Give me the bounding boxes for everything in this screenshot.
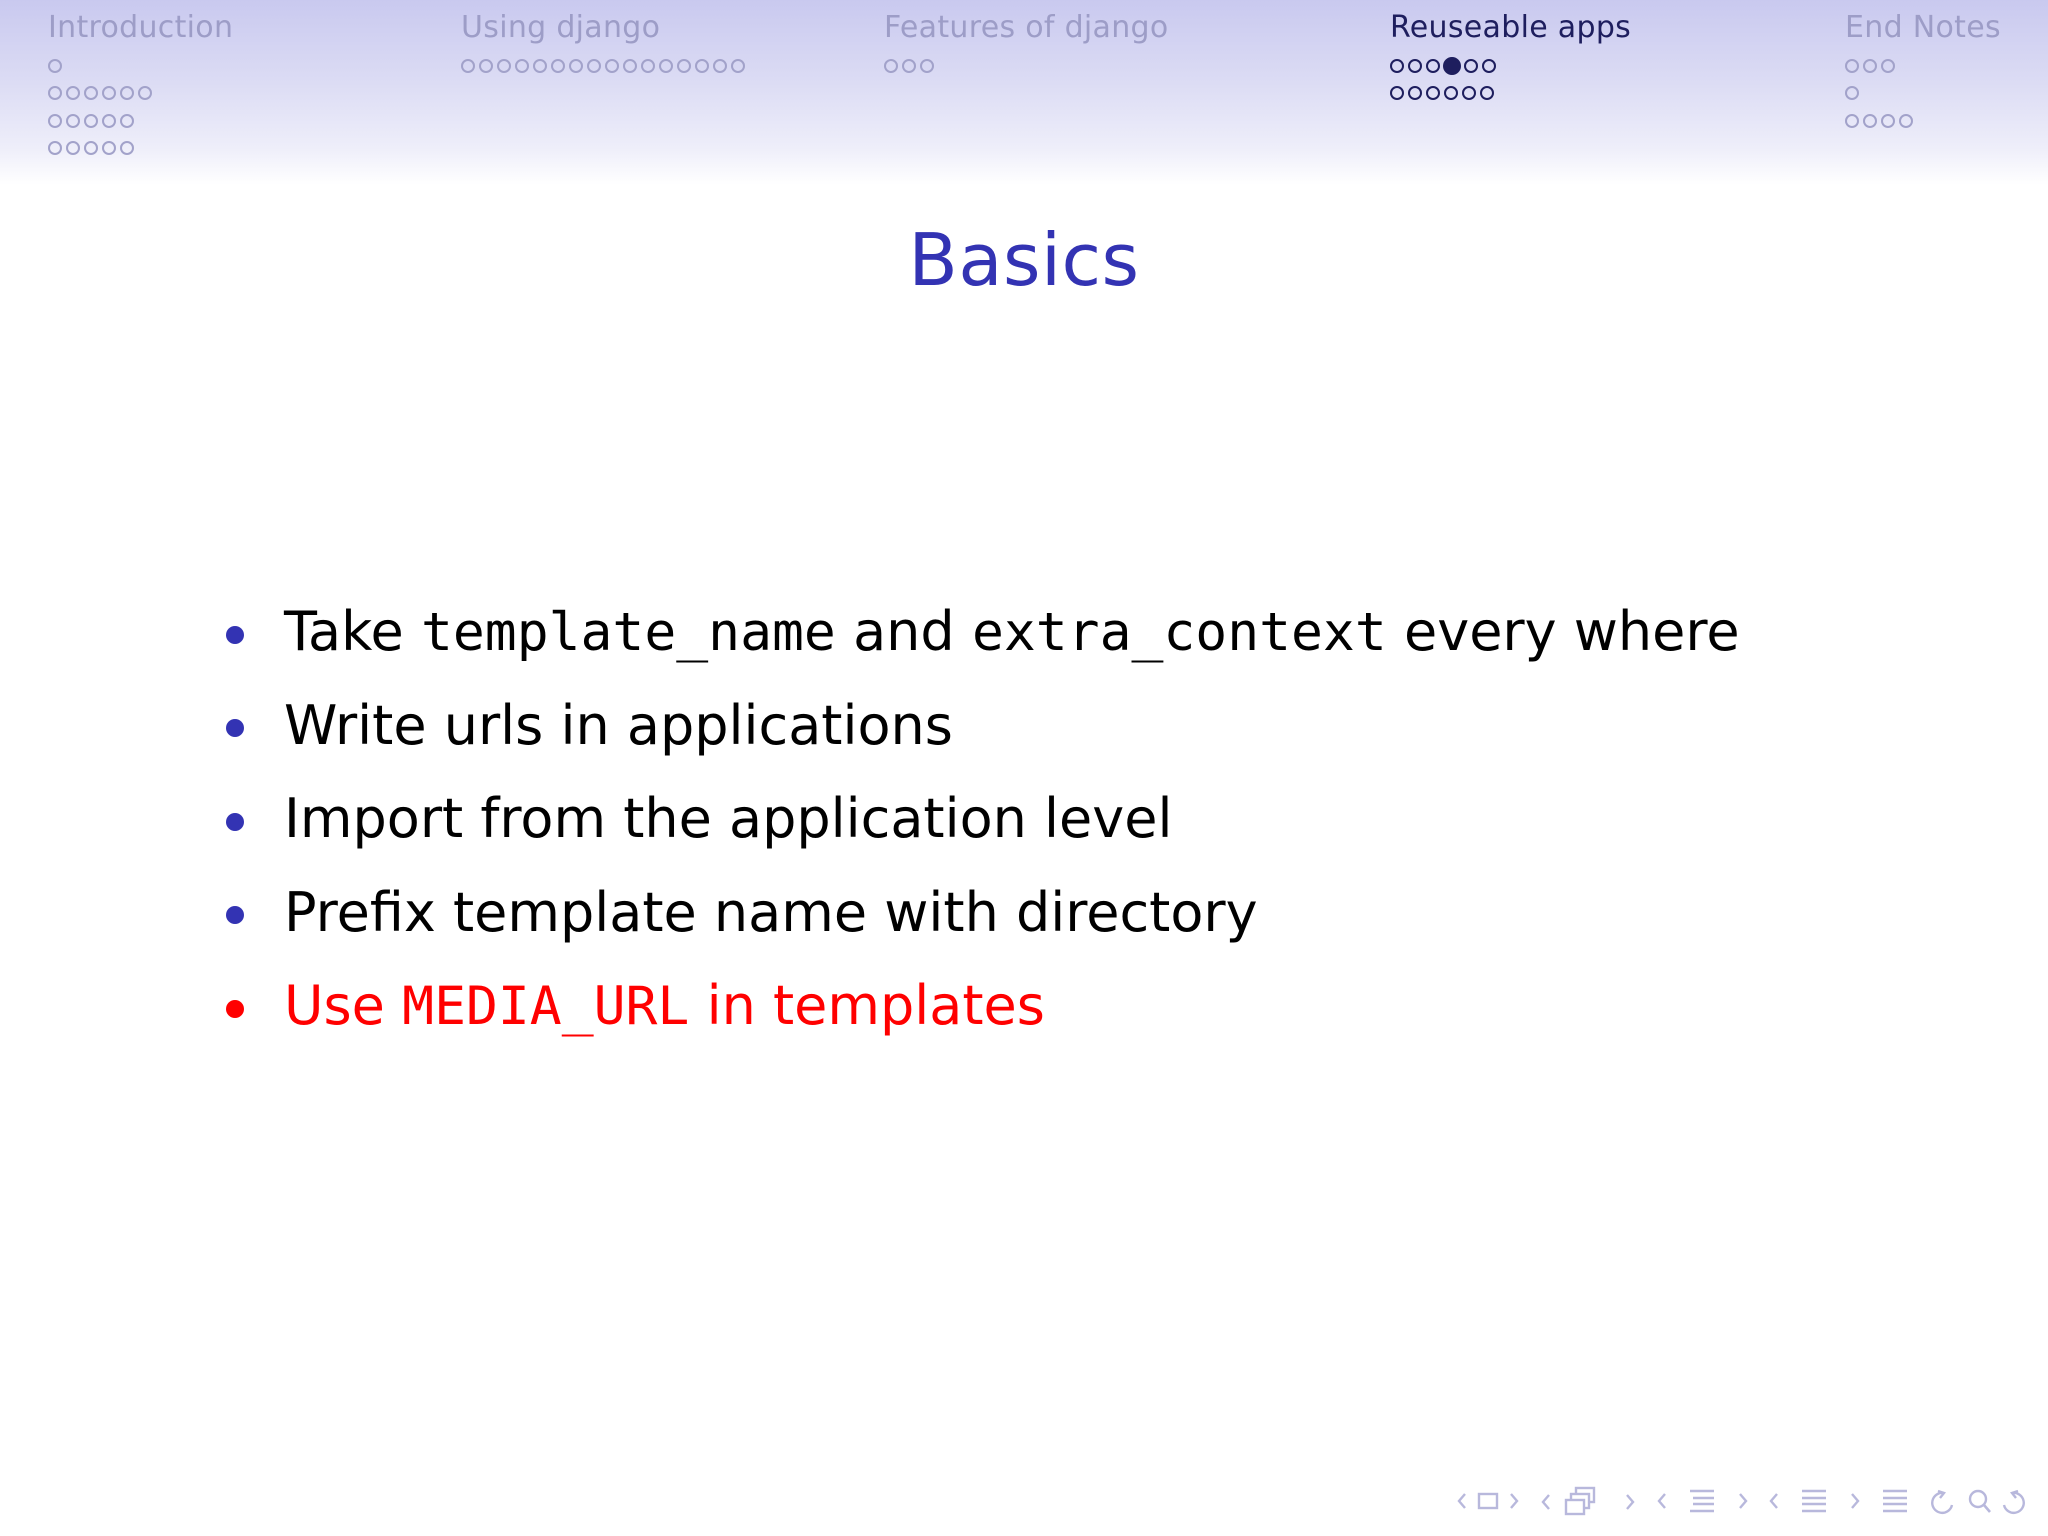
frame-dot[interactable]: [84, 141, 98, 155]
frame-dot[interactable]: [48, 86, 62, 100]
section-nav-icon-glyph: [1768, 1486, 1862, 1516]
bullet-marker: [226, 626, 244, 644]
navigation-symbols: [1456, 1484, 2028, 1518]
frame-dot[interactable]: [1426, 86, 1440, 100]
nav-frame-row: [48, 107, 233, 135]
bullet-marker: [226, 813, 244, 831]
frame-dot[interactable]: [66, 86, 80, 100]
bullet-marker: [226, 1000, 244, 1018]
frame-title: Basics: [908, 218, 1140, 302]
frame-dot[interactable]: [569, 59, 583, 73]
frame-dot[interactable]: [1464, 59, 1478, 73]
nav-section-title[interactable]: End Notes: [1845, 10, 2001, 45]
frame-dot[interactable]: [1845, 59, 1859, 73]
nav-frame-row: [48, 135, 233, 163]
bullet-item: [222, 772, 1740, 866]
frame-dot[interactable]: [641, 59, 655, 73]
nav-section-features-of-django[interactable]: [884, 8, 1169, 80]
nav-frame-dots: [1390, 52, 1631, 107]
nav-frame-row: [1390, 52, 1631, 80]
bullet-text-segment: Write urls in applications: [284, 693, 953, 757]
frame-nav-icon-glyph: [1540, 1484, 1638, 1518]
bullet-text: [284, 881, 1258, 944]
bullet-item: [222, 585, 1740, 679]
nav-frame-row: [884, 52, 1169, 80]
frame-dot[interactable]: [884, 59, 898, 73]
nav-frame-dots: [461, 52, 749, 80]
nav-frame-row: [48, 52, 233, 80]
nav-section-title[interactable]: Features of django: [884, 10, 1169, 45]
bullet-text-segment: Take: [284, 600, 404, 664]
nav-frame-dots: [1845, 52, 2001, 135]
frame-dot[interactable]: [1408, 86, 1422, 100]
nav-section-introduction[interactable]: [48, 8, 233, 162]
bullet-text-segment: and: [853, 600, 955, 664]
subsection-nav-icon-glyph: [1656, 1486, 1750, 1516]
bullet-text: [284, 787, 1172, 850]
frame-dot[interactable]: [1480, 86, 1494, 100]
code-text: MEDIA_URL: [402, 976, 690, 1038]
slide-nav-icon[interactable]: [1456, 1488, 1522, 1514]
bullet-text: [284, 694, 953, 757]
nav-frame-row: [1845, 80, 2001, 108]
frame-dot[interactable]: [1426, 59, 1440, 73]
frame-dot[interactable]: [120, 141, 134, 155]
bullet-text-segment: Import from the application level: [284, 787, 1173, 851]
frame-dot[interactable]: [1863, 114, 1877, 128]
frame-dot[interactable]: [1899, 114, 1913, 128]
nav-frame-row: [1845, 52, 2001, 80]
nav-frame-dots: [884, 52, 1169, 80]
bullet-text-segment: every where: [1404, 600, 1740, 664]
nav-section-title[interactable]: Using django: [461, 10, 661, 45]
frame-dot[interactable]: [1863, 59, 1877, 73]
bullet-item: [222, 679, 1740, 773]
bullet-text: [284, 600, 1740, 663]
frame-dot[interactable]: [920, 59, 934, 73]
nav-frame-row: [1390, 80, 1631, 108]
frame-dot[interactable]: [677, 59, 691, 73]
frame-dot[interactable]: [713, 59, 727, 73]
frame-dot[interactable]: [84, 114, 98, 128]
frame-dot[interactable]: [605, 59, 619, 73]
frame-dot[interactable]: [623, 59, 637, 73]
bullet-item: [222, 866, 1740, 960]
bullet-text: [284, 974, 1045, 1037]
frame-dot[interactable]: [1462, 86, 1476, 100]
frame-dot[interactable]: [1482, 59, 1496, 73]
frame-dot[interactable]: [1444, 86, 1458, 100]
nav-section-title[interactable]: Reuseable apps: [1390, 10, 1632, 45]
frame-dot[interactable]: [138, 86, 152, 100]
nav-section-end-notes[interactable]: [1845, 8, 2001, 135]
frame-dot[interactable]: [695, 59, 709, 73]
bullet-text-segment: in templates: [706, 974, 1045, 1038]
nav-frame-row: [461, 52, 749, 80]
back-forward-search-icon[interactable]: [1928, 1485, 2028, 1517]
frame-dot[interactable]: [1390, 86, 1404, 100]
back-forward-search-icon-glyph: [1928, 1485, 2028, 1517]
frame-dot[interactable]: [731, 59, 745, 73]
nav-section-title[interactable]: Introduction: [48, 10, 234, 45]
frame-dot[interactable]: [479, 59, 493, 73]
frame-dot[interactable]: [48, 141, 62, 155]
bullet-item: [222, 959, 1740, 1053]
frame-dot[interactable]: [1845, 114, 1859, 128]
toc-icon-glyph: [1880, 1486, 1910, 1516]
frame-dot[interactable]: [102, 141, 116, 155]
frame-dot[interactable]: [120, 114, 134, 128]
section-nav-icon[interactable]: [1768, 1486, 1862, 1516]
nav-frame-row: [48, 80, 233, 108]
bullet-text-segment: Use: [284, 974, 385, 1038]
nav-section-reuseable-apps[interactable]: [1390, 8, 1631, 107]
frame-nav-icon[interactable]: [1540, 1484, 1638, 1518]
frame-dot[interactable]: [102, 86, 116, 100]
frame-dot[interactable]: [497, 59, 511, 73]
frame-dot[interactable]: [48, 59, 62, 73]
frame-dot[interactable]: [1881, 114, 1895, 128]
frame-dot[interactable]: [102, 114, 116, 128]
frame-dot[interactable]: [659, 59, 673, 73]
frame-dot[interactable]: [48, 114, 62, 128]
frame-dot[interactable]: [1845, 86, 1859, 100]
frame-dot[interactable]: [461, 59, 475, 73]
frame-dot[interactable]: [1881, 59, 1895, 73]
frame-dot[interactable]: [533, 59, 547, 73]
frame-dot[interactable]: [66, 141, 80, 155]
nav-section-using-django[interactable]: [461, 8, 749, 80]
bullet-text-segment: Prefix template name with directory: [284, 880, 1258, 944]
frame-dot[interactable]: [1390, 59, 1404, 73]
nav-frame-dots: [48, 52, 233, 162]
subsection-nav-icon[interactable]: [1656, 1486, 1750, 1516]
bullet-marker: [226, 719, 244, 737]
frame-dot[interactable]: [120, 86, 134, 100]
frame-dot[interactable]: [84, 86, 98, 100]
frame-dot[interactable]: [587, 59, 601, 73]
frame-dot[interactable]: [902, 59, 916, 73]
frame-dot[interactable]: [551, 59, 565, 73]
bullet-list: [222, 585, 1740, 1053]
toc-icon[interactable]: [1880, 1486, 1910, 1516]
frame-dot[interactable]: [66, 114, 80, 128]
navigation-bar: [0, 0, 2048, 185]
frame-dot[interactable]: [515, 59, 529, 73]
current-frame-dot[interactable]: [1443, 57, 1461, 75]
code-text: extra_context: [971, 602, 1387, 664]
code-text: template_name: [420, 602, 836, 664]
bullet-marker: [226, 906, 244, 924]
nav-frame-row: [1845, 107, 2001, 135]
frame-dot[interactable]: [1408, 59, 1422, 73]
slide-nav-icon-glyph: [1456, 1488, 1522, 1514]
